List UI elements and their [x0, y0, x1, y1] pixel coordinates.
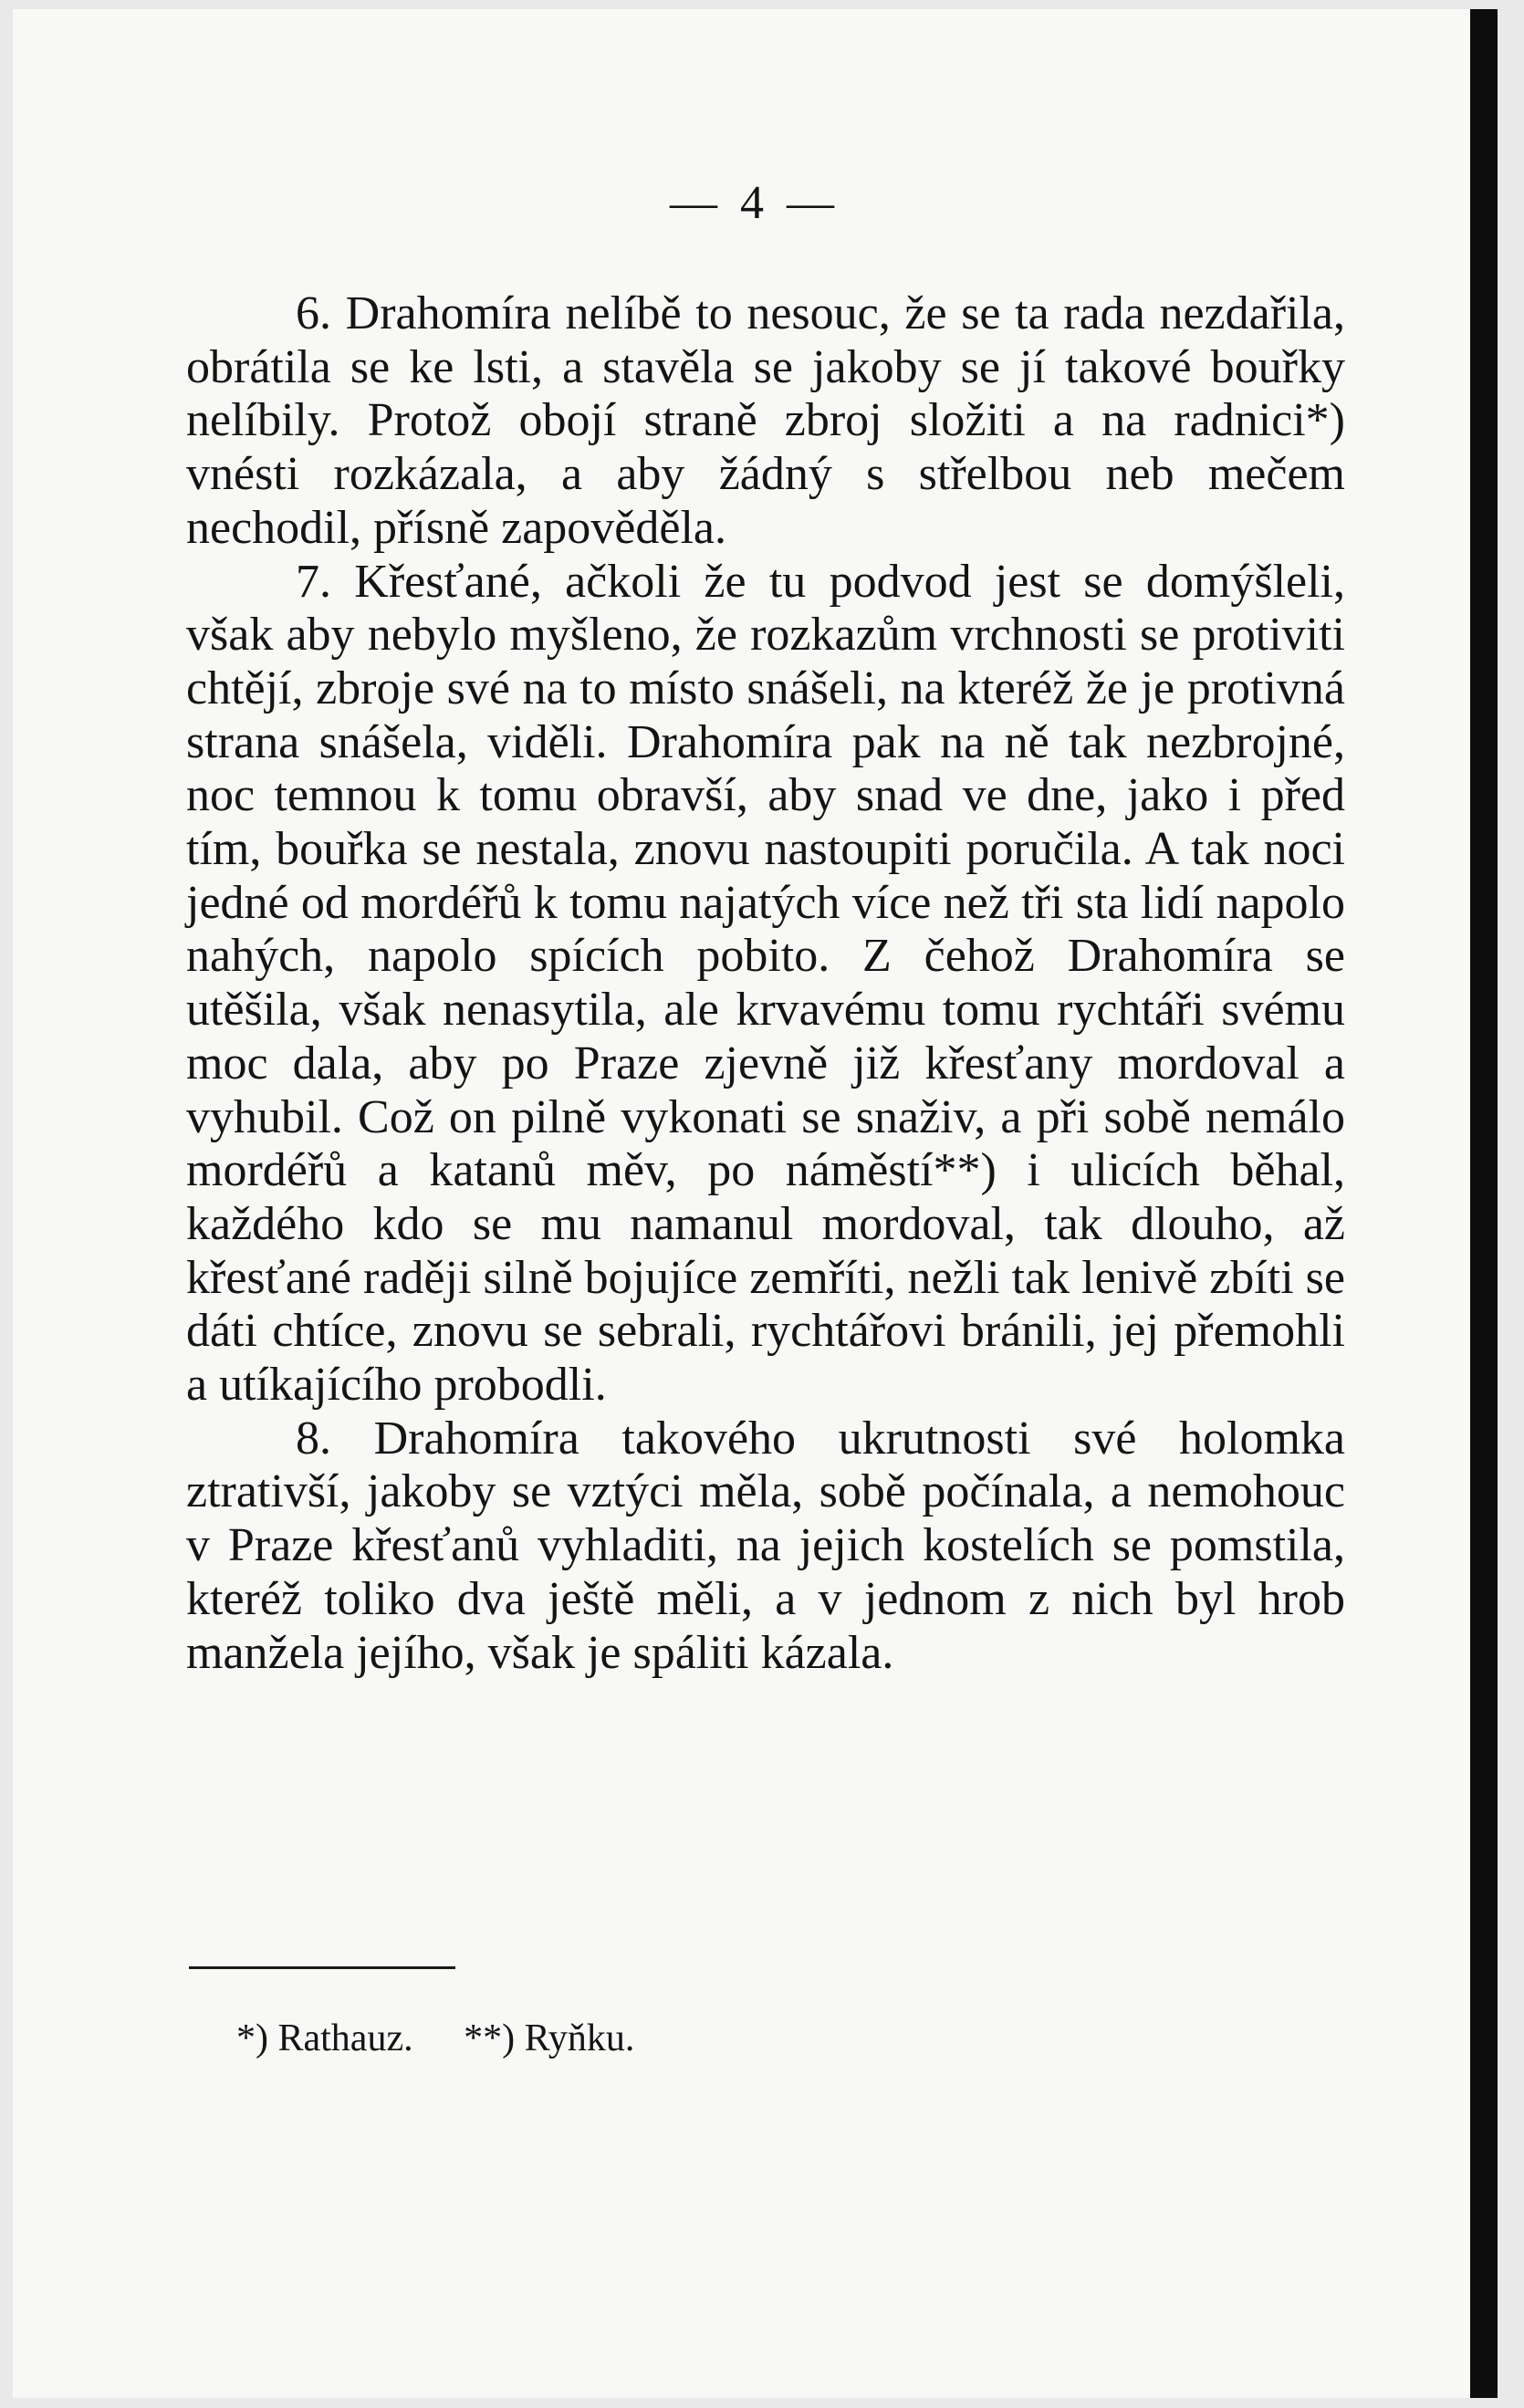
- footnote-rule: [189, 1966, 455, 1969]
- book-page: [13, 9, 1498, 2398]
- paragraph-6: 6. Drahomíra nelíbě to nesouc, že se ta rada nezdařila, obrátila se ke lsti, a stavěla se jakoby se jí takové bouřky nelíbily. Protož obojí straně zbroj složiti a na radnici*) vnésti rozkázala, a aby žádný s střelbou neb mečem nechodil, přísně zapověděla.: [186, 287, 1345, 554]
- body-text: [186, 287, 1345, 1680]
- footnote-2: **) Ryňku.: [464, 2017, 635, 2059]
- paragraph-7: 7. Křesťané, ačkoli že tu podvod jest se domýšleli, však aby nebylo myšleno, že rozkazům vrchnosti se protiviti chtějí, zbroje své na to místo snášeli, na kteréž že je protivná strana snášela, viděli. Drahomíra pak na ně tak nezbrojné, noc temnou k tomu obravší, aby snad ve dne, jako i před tím, bouřka se nestala, znovu nastoupiti poručila. A tak noci jedné od mordéřů k tomu najatých více než tři sta lidí napolo nahých, napolo spících pobito. Z čehož Drahomíra se utěšila, však nenasytila, ale krvavému tomu rychtáři svému moc dala, aby po Praze zjevně již křesťany mordoval a vyhubil. Což on pilně vykonati se snaživ, a při sobě nemálo mordéřů a katanů měv, po náměstí**) i ulicích běhal, každého kdo se mu namanul mordoval, tak dlouho, až křesťané raději silně bojujíce zemříti, nežli tak lenivě zbíti se dáti chtíce, znovu se sebrali, rychtářovi bránili, jej přemohli a utíkajícího probodli.: [186, 555, 1345, 1412]
- footnote-1: *) Rathauz.: [236, 2017, 413, 2059]
- footnotes: [236, 2017, 675, 2060]
- page-number: — 4 —: [670, 177, 840, 229]
- paragraph-8: 8. Drahomíra takového ukrutnosti své holomka ztrativší, jakoby se vztýci měla, sobě počínala, a nemohouc v Praze křesťanů vyhladiti, na jejich kostelích se pomstila, kteréž toliko dva ještě měli, a v jednom z nich byl hrob manžela jejího, však je spáliti kázala.: [186, 1412, 1345, 1679]
- scan-edge: [1470, 9, 1498, 2398]
